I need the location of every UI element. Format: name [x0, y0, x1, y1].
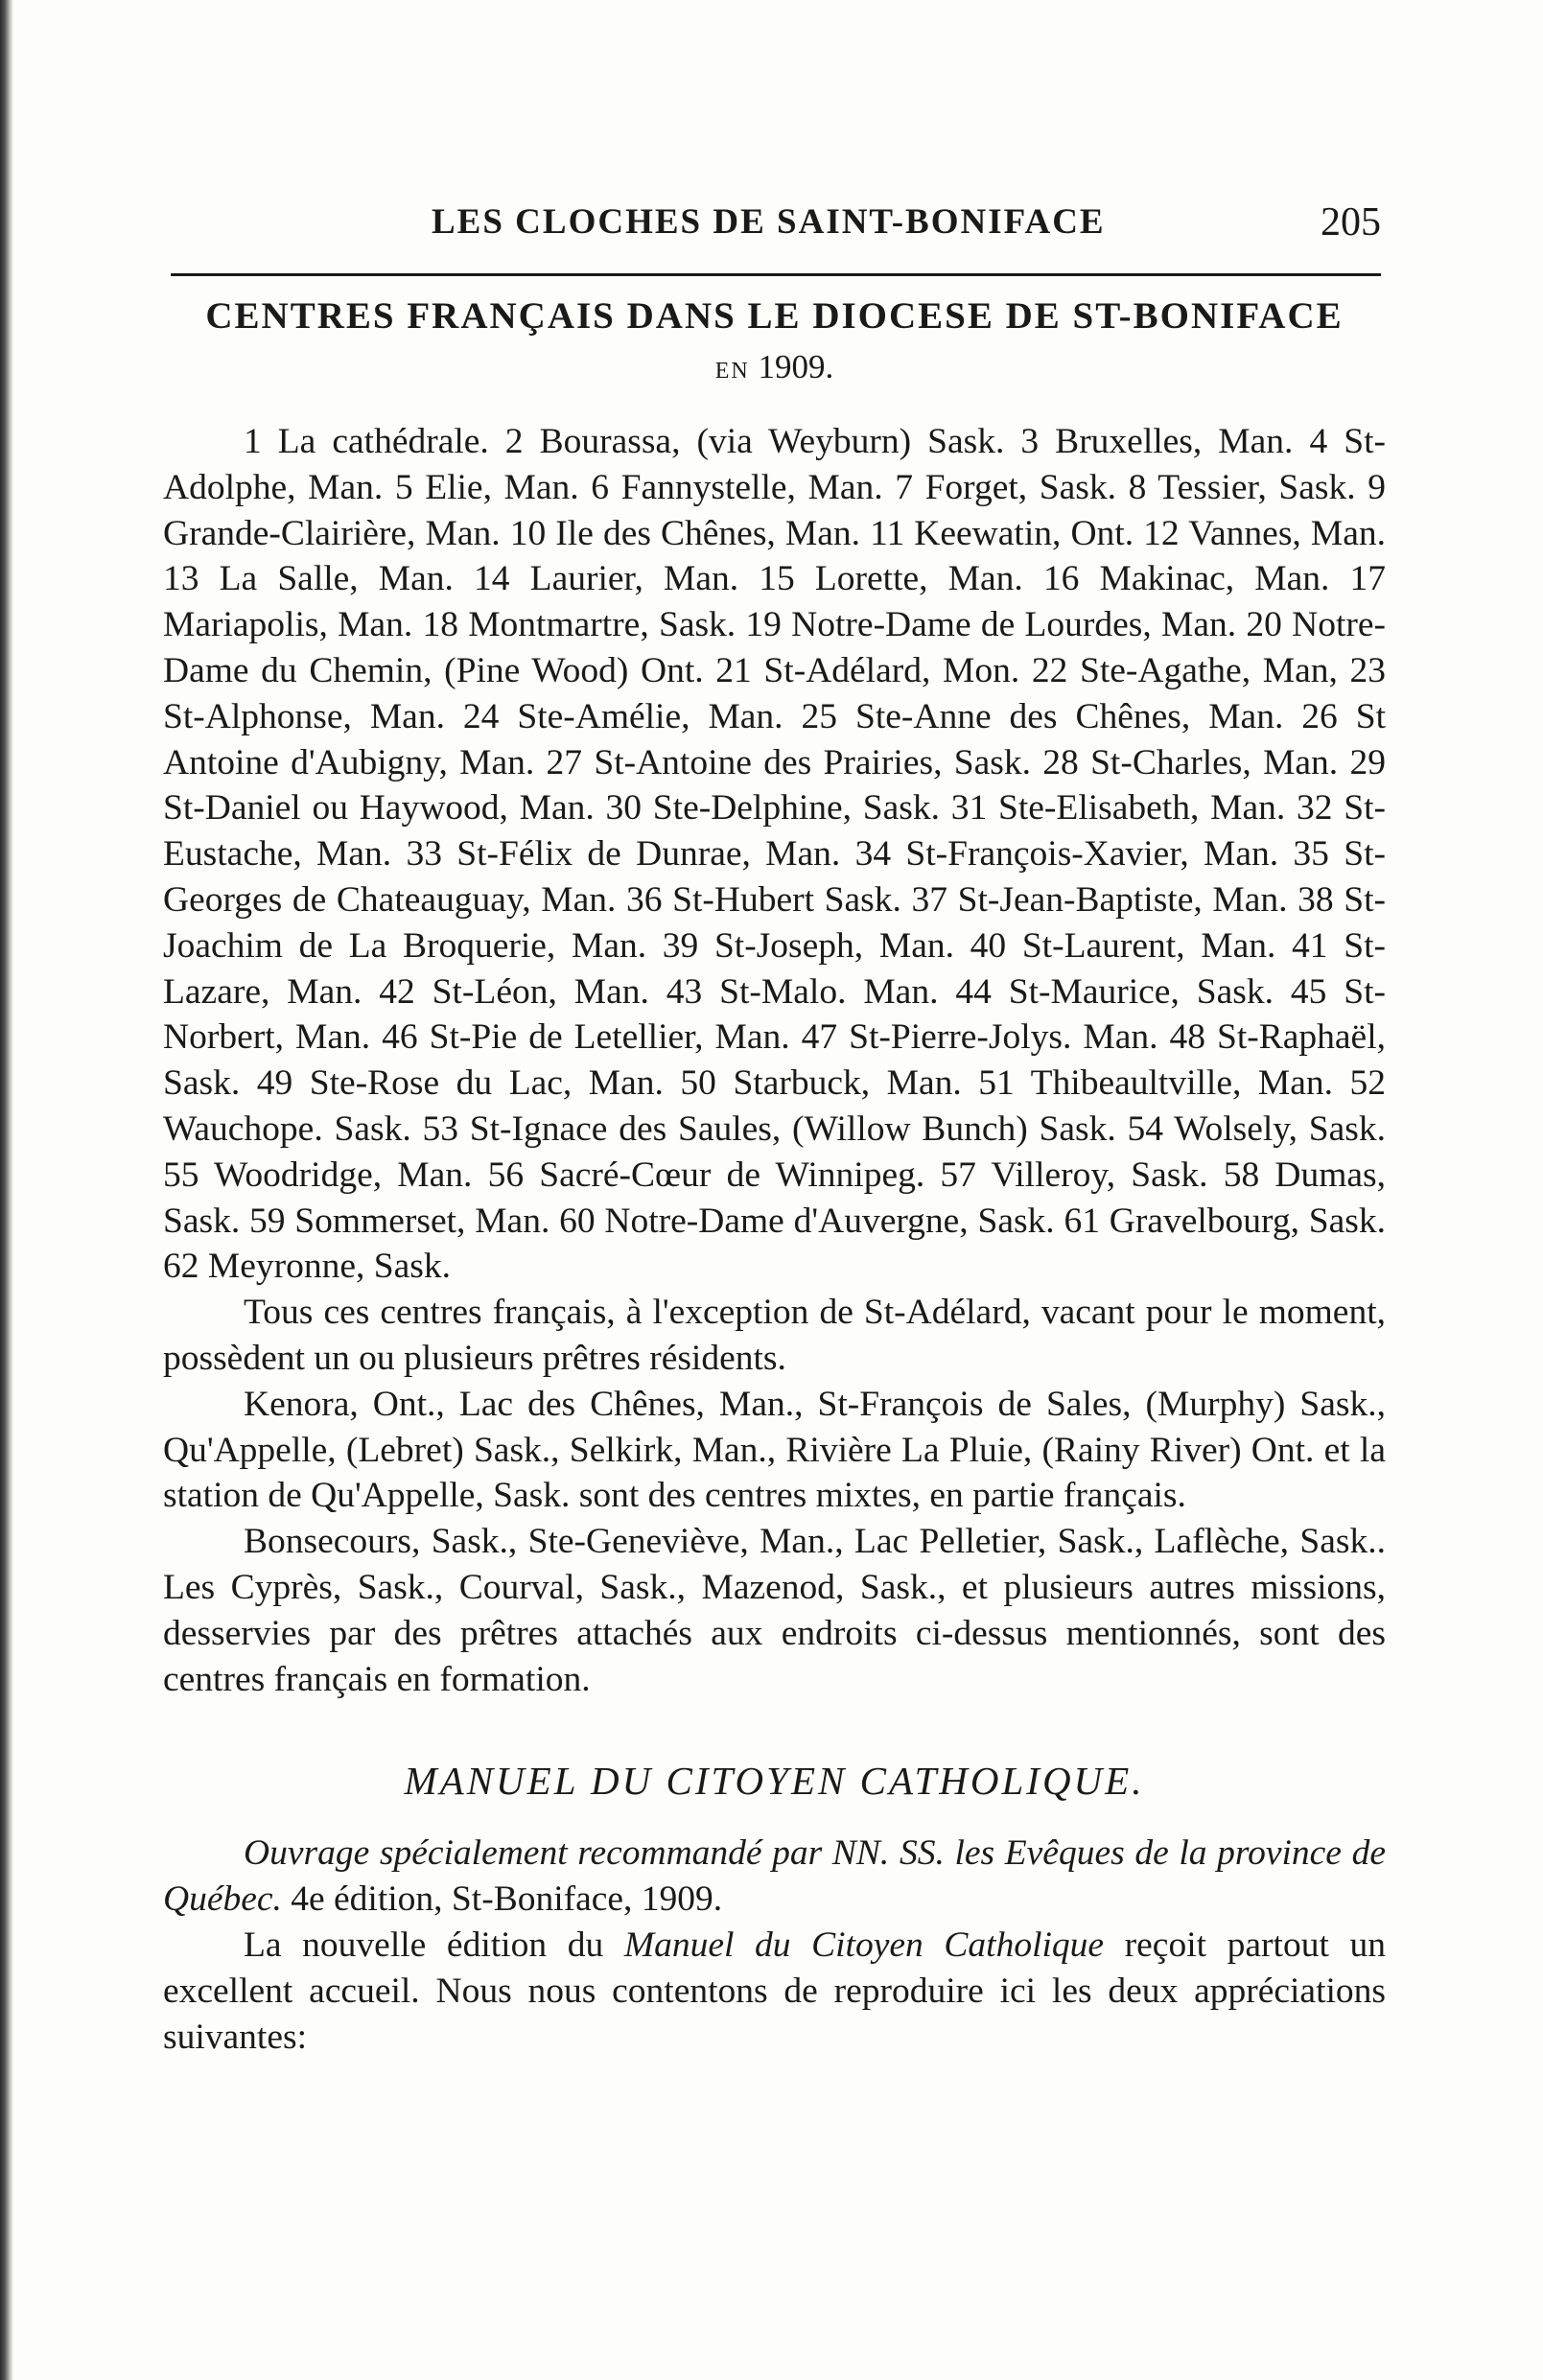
running-head	[163, 201, 1381, 259]
header-rule	[171, 273, 1381, 276]
page-number: 205	[1321, 200, 1381, 245]
intro-text-2: reçoit partout un excellent accueil. Nous nous contentons de reproduire ici les deux appréciations suivantes:	[163, 1925, 1386, 2057]
running-title: LES CLOCHES DE SAINT-BONIFACE	[432, 202, 1106, 242]
subtitle-prefix: EN	[714, 359, 750, 384]
manual-title: MANUEL DU CITOYEN CATHOLIQUE.	[404, 1759, 1145, 1804]
residents-paragraph: Tous ces centres français, à l'exception de St-Adélard, vacant pour le moment, possèdent un ou plusieurs prêtres résidents.	[163, 1293, 1386, 1378]
page-content	[163, 292, 1386, 2060]
manual-recommendation	[163, 1831, 1386, 1923]
centres-list-paragraph: 1 La cathédrale. 2 Bourassa, (via Weyburn) Sask. 3 Bruxelles, Man. 4 St-Adolphe, Man. 5 Elie, Man. 6 Fannystelle, Man. 7 Forget, Sask. 8 Tessier, Sask. 9 Grande-Clairière, Man. 10 Ile des Chênes, Man. 11 Keewatin, Ont. 12 Vannes, Man. 13 La Salle, Man. 14 Laurier, Man. 15 Lorette, Man. 16 Makinac, Man. 17 Mariapolis, Man. 18 Montmartre, Sask. 19 Notre-Dame de Lourdes, Man. 20 Notre-Dame du Chemin, (Pine Wood) Ont. 21 St-Adélard, Mon. 22 Ste-Agathe, Man, 23 St-Alphonse, Man. 24 Ste-Amélie, Man. 25 Ste-Anne des Chênes, Man. 26 St Antoine d'Aubigny, Man. 27 St-Antoine des Prairies, Sask. 28 St-Charles, Man. 29 St-Daniel ou Haywood, Man. 30 Ste-Delphine, Sask. 31 Ste-Elisabeth, Man. 32 St-Eustache, Man. 33 St-Félix de Dunrae, Man. 34 St-François-Xavier, Man. 35 St-Georges de Chateauguay, Man. 36 St-Hubert Sask. 37 St-Jean-Baptiste, Man. 38 St-Joachim de La Broquerie, Man. 39 St-Joseph, Man. 40 St-Laurent, Man. 41 St-Lazare, Man. 42 St-Léon, Man. 43 St-Malo. Man. 44 St-Maurice, Sask. 45 St-Norbert, Man. 46 St-Pie de Letellier, Man. 47 St-Pierre-Jolys. Man. 48 St-Raphaël, Sask. 49 Ste-Rose du Lac, Man. 50 Starbuck, Man. 51 Thibeaultville, Man. 52 Wauchope. Sask. 53 St-Ignace des Saules, (Willow Bunch) Sask. 54 Wolsely, Sask. 55 Woodridge, Man. 56 Sacré-Cœur de Winnipeg. 57 Villeroy, Sask. 58 Dumas, Sask. 59 Sommerset, Man. 60 Notre-Dame d'Auvergne, Sask. 61 Gravelbourg, Sask. 62 Meyronne, Sask.	[163, 422, 1386, 1287]
missions-paragraph: Bonsecours, Sask., Ste-Geneviève, Man., Lac Pelletier, Sask., Laflèche, Sask.. Les Cyprès, Sask., Courval, Sask., Mazenod, Sask., et plusieurs autres missions, desservies par des prêtres attachés aux endroits ci-dessus mentionnés, sont des centres français en formation.	[163, 1522, 1386, 1699]
subtitle-year: 1909.	[758, 348, 834, 385]
section-subtitle	[163, 344, 1386, 394]
manual-intro-paragraph	[163, 1923, 1386, 2060]
edition-text: 4e édition, St-Boniface, 1909.	[281, 1879, 723, 1920]
intro-book-title: Manuel du Citoyen Catholique	[623, 1925, 1105, 1965]
binding-edge	[0, 0, 13, 2380]
mixed-centres-paragraph: Kenora, Ont., Lac des Chênes, Man., St-François de Sales, (Murphy) Sask., Qu'Appelle, (Lebret) Sask., Selkirk, Man., Rivière La Pluie, (Rainy River) Ont. et la station de Qu'Appelle, Sask. sont des centres mixtes, en partie français.	[163, 1384, 1386, 1516]
section-title: CENTRES FRANÇAIS DANS LE DIOCESE DE ST-BONIFACE	[205, 295, 1344, 337]
intro-text-1: La nouvelle édition du	[244, 1925, 624, 1965]
recommendation-text: Ouvrage spécialement recommandé par NN. SS. les Evêques de la province de Québec.	[163, 1833, 1386, 1920]
